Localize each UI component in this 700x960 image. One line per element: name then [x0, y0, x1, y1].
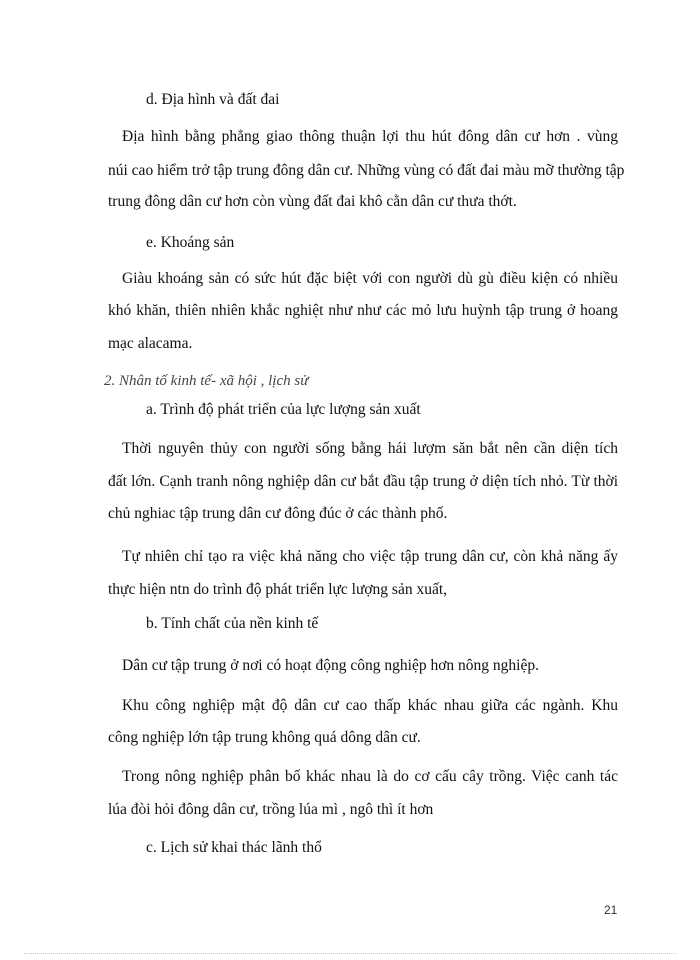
paragraph-line: mạc alacama. [108, 335, 193, 352]
paragraph-line: Giàu khoáng sản có sức hút đặc biệt với con người dù gù điều kiện có nhiều [122, 270, 618, 287]
paragraph-line: lúa đòi hỏi đông dân cư, trồng lúa mì , ngô thì ít hơn [108, 801, 434, 818]
paragraph-line: Khu công nghiệp mật độ dân cư cao thấp khác nhau giữa các ngành. Khu [122, 697, 618, 714]
heading-d: d. Địa hình và đất đai [146, 91, 280, 108]
heading-a: a. Trình độ phát triển của lực lượng sản xuất [146, 401, 421, 418]
paragraph-line: thực hiện ntn do trình độ phát triển lực lượng sản xuất, [108, 581, 448, 598]
paragraph-line: khó khăn, thiên nhiên khắc nghiệt như như các mỏ lưu huỳnh tập trung ở hoang [108, 302, 618, 319]
paragraph-line: Địa hình bằng phẳng giao thông thuận lợi thu hút đông dân cư hơn . vùng [122, 128, 618, 145]
paragraph-line: Thời nguyên thủy con người sống bằng hái lượm săn bắt nên cần diện tích [122, 440, 618, 457]
heading-e: e. Khoáng sản [146, 234, 235, 251]
paragraph-line: công nghiệp lớn tập trung không quá dông dân cư. [108, 729, 421, 746]
page-bottom-border [24, 953, 676, 954]
page-number: 21 [604, 903, 618, 917]
paragraph-line: núi cao hiểm trở tập trung đông dân cư. Những vùng có đất đai màu mỡ thường tập [108, 162, 625, 179]
paragraph-line: Dân cư tập trung ở nơi có hoạt động công nghiệp hơn nông nghiệp. [122, 657, 539, 674]
paragraph-line: trung đông dân cư hơn còn vùng đất đai khô cằn dân cư thưa thớt. [108, 193, 517, 210]
paragraph-line: Trong nông nghiệp phân bố khác nhau là do cơ cấu cây trồng. Việc canh tác [122, 768, 618, 785]
paragraph-line: Tự nhiên chỉ tạo ra việc khả năng cho việc tập trung dân cư, còn khả năng ấy [122, 548, 618, 565]
heading-section-2: 2. Nhân tố kinh tế- xã hội , lịch sử [104, 373, 309, 389]
paragraph-line: đất lớn. Cạnh tranh nông nghiệp dân cư bắt đầu tập trung ở diện tích nhỏ. Từ thời [108, 473, 618, 490]
heading-b: b. Tính chất của nền kinh tế [146, 615, 319, 632]
heading-c: c. Lịch sử khai thác lãnh thổ [146, 839, 322, 856]
paragraph-line: chủ nghiac tập trung dân cư đông đúc ở các thành phố. [108, 505, 448, 522]
